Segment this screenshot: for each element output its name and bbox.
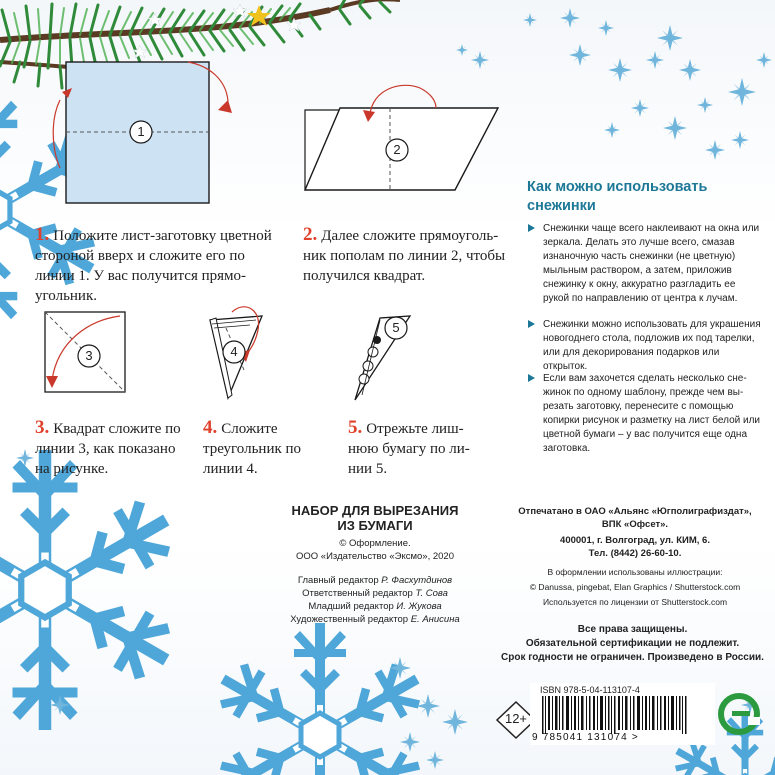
step-text: Далее сложите прямоуголь-ник пополам по линии 2, чтобы получился квадрат. bbox=[303, 228, 506, 284]
copyright-line: © Оформление. bbox=[339, 538, 411, 549]
illustrations-line: Используется по лицензии от Shutterstock.com bbox=[542, 597, 728, 607]
printer-line: 400001, г. Волгоград, ул. КИМ, 6. bbox=[560, 535, 710, 546]
credit-name: Е. Анисина bbox=[410, 614, 460, 625]
isbn-text: ISBN 978-5-04-113107-4 bbox=[540, 685, 640, 695]
printer-line: Отпечатано в ОАО «Альянс «Югполиграфиздат», bbox=[518, 506, 752, 517]
step-number: 5. bbox=[348, 417, 363, 438]
illustrations-line: © Danussa, pingebat, Elan Graphics / Shutterstock.com bbox=[529, 582, 741, 592]
product-title-line1: НАБОР ДЛЯ ВЫРЕЗАНИЯ bbox=[291, 503, 459, 518]
credit-role: Ответственный редактор bbox=[302, 588, 413, 599]
diagram-label-1: 1 bbox=[137, 124, 145, 139]
step-4-instruction bbox=[203, 418, 303, 479]
printer-line: Тел. (8442) 26-60-10. bbox=[588, 548, 682, 559]
legal-block bbox=[490, 623, 775, 665]
tip-text: Снежинки можно использовать для украшения новогоднего стола, подложив их под тарелки, или для декорирования подарков или открыток. bbox=[543, 319, 761, 372]
diagram-label-3: 3 bbox=[85, 348, 93, 363]
credit-role: Художественный редактор bbox=[290, 614, 409, 625]
step-5-instruction bbox=[348, 418, 478, 479]
snowflake-bottom-center bbox=[210, 623, 430, 775]
credit-line bbox=[270, 587, 480, 600]
triangle-bullet-icon bbox=[528, 224, 535, 232]
credit-name: И. Жукова bbox=[396, 601, 442, 612]
credits-block bbox=[270, 574, 480, 626]
credit-name: Т. Сова bbox=[415, 588, 448, 599]
step-text: Сложите треугольник по линии 4. bbox=[203, 421, 302, 477]
step-2-instruction bbox=[303, 225, 513, 286]
product-title-line2: ИЗ БУМАГИ bbox=[337, 518, 413, 533]
barcode bbox=[530, 683, 715, 745]
step-number: 1. bbox=[35, 224, 50, 245]
sidebar-title: Как можно использовать снежинки bbox=[527, 179, 708, 214]
tip-text: Если вам захочется сделать несколько сне-жинок по одному шаблону, прежде чем вы-резать заготовку, перенесите с помощью копирки рисунок и разметку на лист белой или цветной бумаги – у вас получится еще одна заготовка. bbox=[543, 373, 761, 454]
step-text: Положите лист-заготовку цветной стороной вверх и сложите его по линии 1. У вас получится прямо-угольник. bbox=[35, 228, 272, 304]
legal-line: Срок годности не ограничен. Произведено в России. bbox=[501, 652, 764, 663]
diagram-label-2: 2 bbox=[393, 142, 401, 157]
step-number: 2. bbox=[303, 224, 318, 245]
triangle-bullet-icon bbox=[528, 320, 535, 328]
illustrations-line: В оформлении использованы иллюстрации: bbox=[547, 567, 723, 577]
step-number: 3. bbox=[35, 417, 50, 438]
age-rating-text: 12+ bbox=[504, 711, 528, 726]
credit-line bbox=[270, 600, 480, 613]
step-number: 4. bbox=[203, 417, 218, 438]
credit-role: Главный редактор bbox=[297, 575, 379, 586]
credit-line bbox=[270, 574, 480, 587]
legal-line: Обязательной сертификации не подлежит. bbox=[525, 638, 740, 649]
legal-line: Все права защищены. bbox=[577, 624, 688, 635]
snowflake-left-bottom bbox=[0, 450, 182, 730]
illustrations-block bbox=[515, 565, 755, 610]
diagram-label-4: 4 bbox=[230, 344, 238, 359]
step-3-instruction bbox=[35, 418, 185, 479]
credit-role: Младший редактор bbox=[308, 601, 394, 612]
tip-item bbox=[527, 222, 762, 306]
diagram-label-5: 5 bbox=[392, 320, 400, 335]
triangle-bullet-icon bbox=[528, 374, 535, 382]
eksmo-logo-icon bbox=[718, 693, 760, 735]
barcode-digits: 9 785041 131074 > bbox=[532, 732, 639, 743]
copyright-publisher: ООО «Издательство «Эксмо», 2020 bbox=[296, 551, 454, 562]
printer-line: ВПК «Офсет». bbox=[601, 519, 669, 530]
imprint-block bbox=[270, 503, 480, 563]
tip-item bbox=[527, 372, 762, 456]
credit-line bbox=[270, 613, 480, 626]
step-text: Отрежьте лиш-нюю бумагу по ли-нии 5. bbox=[348, 421, 470, 477]
tip-item bbox=[527, 318, 762, 374]
diagram-step-2 bbox=[305, 85, 498, 190]
step-1-instruction bbox=[35, 225, 285, 306]
credit-name: Р. Фасхутдинов bbox=[381, 575, 453, 586]
tip-text: Снежинки чаще всего наклеивают на окна или зеркала. Делать это лучше всего, смазав изнаночную часть снежинки (не цветную) мыльным раствором, а затем, приложив снежинку к окну, аккуратно разгладить ее рукой по направлению от центра к лучам. bbox=[543, 223, 760, 304]
printer-block bbox=[505, 505, 765, 560]
step-text: Квадрат сложите по линии 3, как показано на рисунке. bbox=[35, 421, 181, 477]
